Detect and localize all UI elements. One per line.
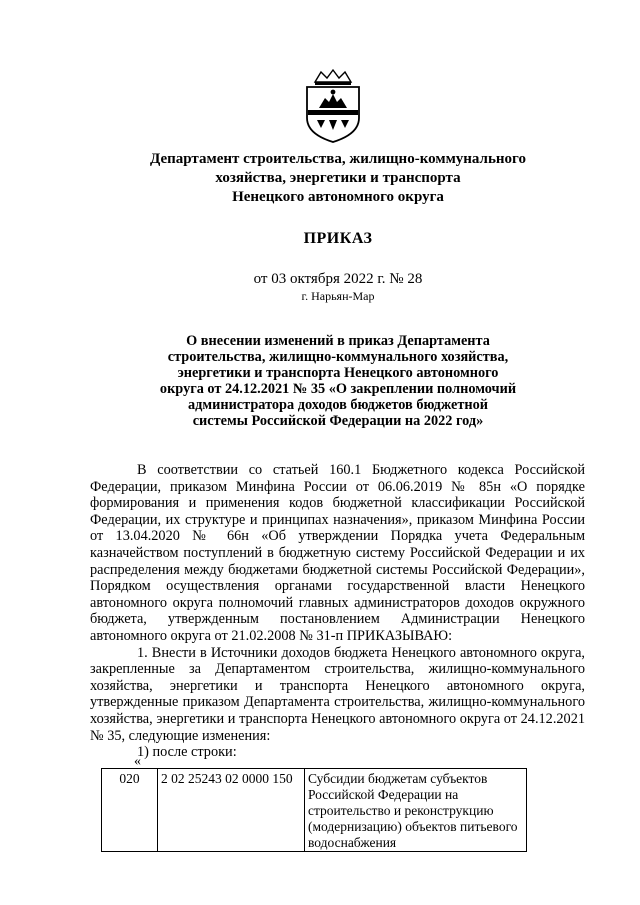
department-line-2: хозяйства, энергетики и транспорта: [215, 170, 461, 186]
document-place: г. Нарьян-Мар: [301, 289, 375, 303]
admin-code-cell: 020: [102, 769, 158, 852]
document-subject: [100, 333, 576, 429]
document-body: [90, 462, 585, 761]
preamble-paragraph: В соответствии со статьей 160.1 Бюджетного кодекса Российской Федерации, приказом Минфина России от 06.06.2019 № 85н «О порядке формирования и применения кодов бюджетной классификации Российской Федерации, их структуре и принципах назначения», приказом Минфина России от 13.04.2020 № 66н «Об утверждении Порядка учета Федеральным казначейством поступлений в бюджетную систему Российской Федерации и их распределения между бюджетами бюджетной системы Российской Федерации», Порядком осуществления органами государственной власти Ненецкого автономного округа полномочий главных администраторов доходов окружного бюджета, утвержденным постановлением Администрации Ненецкого автономного округа от 21.02.2008 № 31-п ПРИКАЗЫВАЮ:: [90, 462, 585, 644]
department-name: [100, 150, 576, 207]
subitem-1-paragraph: 1) после строки:: [137, 744, 237, 761]
kbk-code-cell: 2 02 25243 02 0000 150: [158, 769, 305, 852]
department-line-3: Ненецкого автономного округа: [232, 189, 444, 205]
income-name-cell: Субсидии бюджетам субъектов Российской Федерации на строительство и реконструкцию (модернизацию) объектов питьевого водоснабжения: [305, 769, 527, 852]
document-type-title: ПРИКАЗ: [303, 230, 373, 247]
subject-line-4: округа от 24.12.2021 № 35 «О закреплении полномочий: [159, 381, 517, 397]
document-date-number: от 03 октября 2022 г. № 28: [253, 271, 423, 287]
coat-of-arms-icon: [301, 68, 365, 144]
opening-quote-mark: «: [134, 754, 141, 769]
item-1-paragraph: 1. Внести в Источники доходов бюджета Ненецкого автономного округа, закрепленные за Департаментом строительства, жилищно-коммунального хозяйства, энергетики и транспорта Ненецкого автономного округа, утвержденные приказом Департамента строительства, жилищно-коммунального хозяйства, энергетики и транспорта Ненецкого автономного округа от 24.12.2021 № 35, следующие изменения:: [90, 644, 585, 744]
subject-line-2: строительства, жилищно-коммунального хозяйства,: [167, 349, 509, 365]
subject-line-3: энергетики и транспорта Ненецкого автономного: [177, 365, 499, 381]
department-line-1: Департамент строительства, жилищно-коммунального: [149, 151, 526, 167]
subject-line-1: О внесении изменений в приказ Департамента: [186, 333, 490, 349]
table-row: [102, 769, 527, 852]
subject-line-5: администратора доходов бюджетов бюджетной: [187, 397, 489, 413]
income-sources-table: [101, 768, 527, 852]
subject-line-6: системы Российской Федерации на 2022 год»: [192, 413, 484, 429]
